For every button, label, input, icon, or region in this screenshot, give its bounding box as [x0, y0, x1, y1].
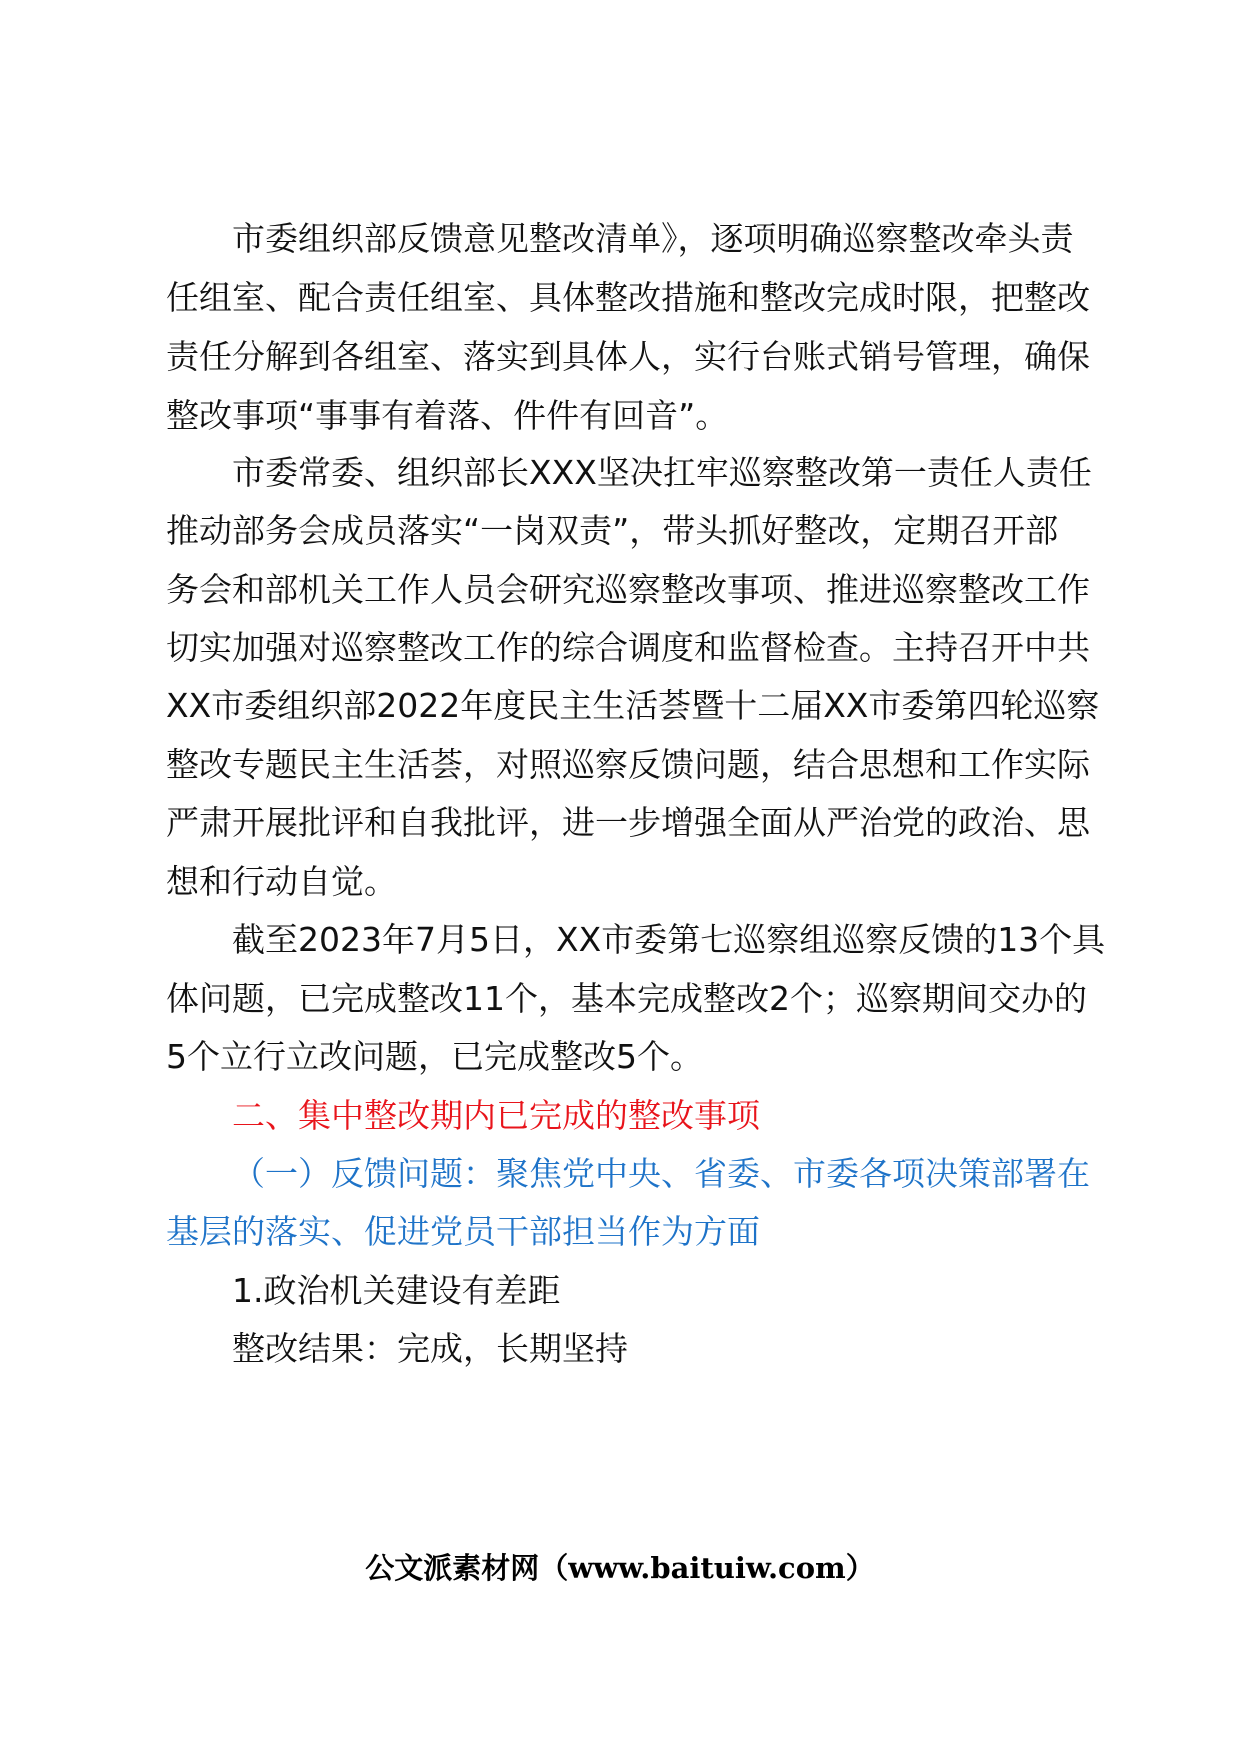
footer-watermark: 公文派素材网（www.baituiw.com） — [365, 1551, 875, 1585]
paragraph-line: 务会和部机关工作人员会研究巡察整改事项、推进巡察整改工作 — [166, 570, 1090, 609]
paragraph-line: XX市委组织部2022年度民主生活荟暨十二届XX市委第四轮巡察 — [166, 686, 1100, 725]
item-result: 整改结果：完成，长期坚持 — [232, 1329, 628, 1368]
paragraph-line: 责任分解到各组室、落实到具体人，实行台账式销号管理，确保 — [166, 337, 1090, 376]
paragraph-line: 推动部务会成员落实“一岗双责”，带头抓好整改，定期召开部 — [166, 511, 1059, 550]
paragraph-line: 体问题，已完成整改11个，基本完成整改2个；巡察期间交办的 — [166, 979, 1087, 1018]
paragraph-line: 市委常委、组织部长XXX坚决扛牢巡察整改第一责任人责任 — [232, 453, 1092, 492]
section-heading: 二、集中整改期内已完成的整改事项 — [232, 1096, 760, 1135]
paragraph-line: 任组室、配合责任组室、具体整改措施和整改完成时限，把整改 — [166, 278, 1090, 317]
subsection-heading: （一）反馈问题：聚焦党中央、省委、市委各项决策部署在 — [232, 1154, 1090, 1193]
paragraph-line: 整改事项“事事有着落、件件有回音”。 — [166, 396, 729, 435]
item-title: 1.政治机关建设有差距 — [232, 1271, 561, 1310]
paragraph-line: 市委组织部反馈意见整改清单》，逐项明确巡察整改牵头责 — [232, 219, 1074, 258]
paragraph-line: 截至2023年7月5日，XX市委第七巡察组巡察反馈的13个具 — [232, 920, 1106, 959]
paragraph-line: 整改专题民主生活荟，对照巡察反馈问题，结合思想和工作实际 — [166, 745, 1090, 784]
paragraph-line: 5个立行立改问题，已完成整改5个。 — [166, 1037, 703, 1076]
paragraph-line: 切实加强对巡察整改工作的综合调度和监督检查。主持召开中共 — [166, 628, 1090, 667]
paragraph-line: 严肃开展批评和自我批评，进一步增强全面从严治党的政治、思 — [166, 803, 1090, 842]
paragraph-line: 想和行动自觉。 — [166, 862, 397, 901]
subsection-heading: 基层的落实、促进党员干部担当作为方面 — [166, 1212, 760, 1251]
